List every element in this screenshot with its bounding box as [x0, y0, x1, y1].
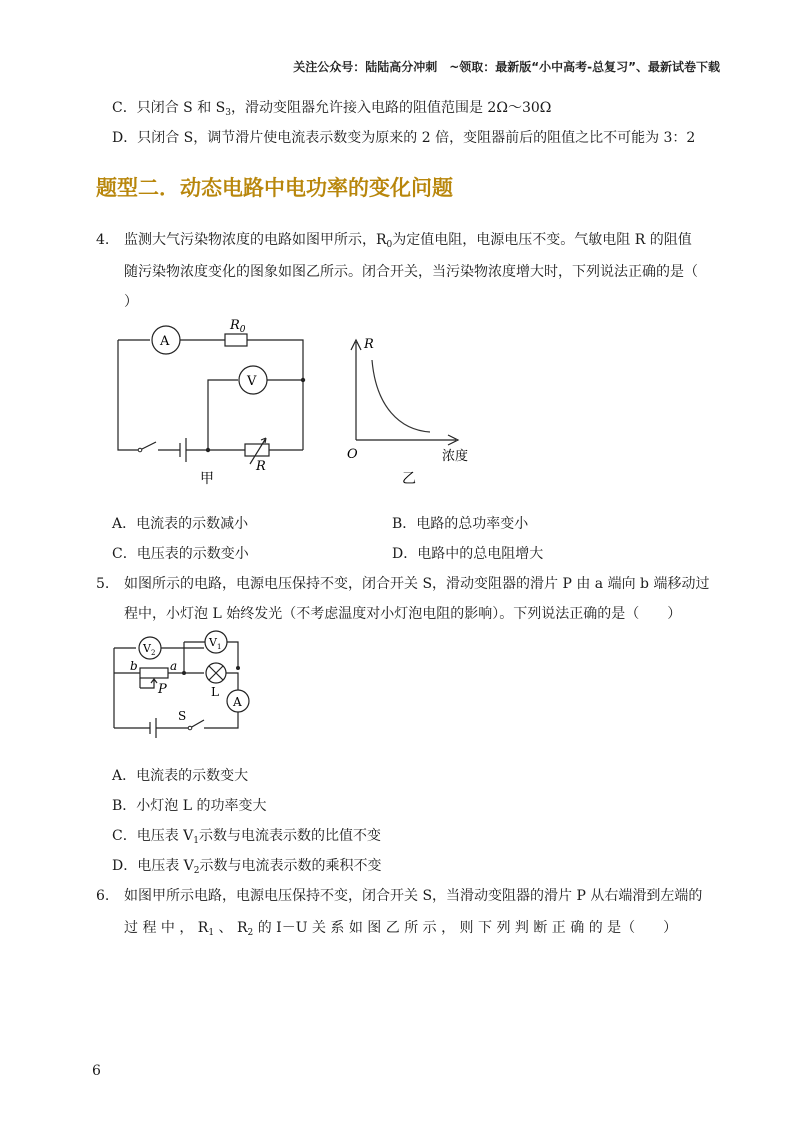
q4-figures: [100, 312, 490, 492]
q5-line-2: 程中，小灯泡 L 始终发光（不考虑温度对小灯泡电阻的影响）。下列说法正确的是（ ）: [124, 606, 682, 622]
q4-option-b: B．电路的总功率变小: [392, 516, 529, 532]
q5-option-d-sub: 2: [193, 866, 200, 876]
q5-battery: [150, 718, 156, 738]
q5-p-label: P: [158, 682, 167, 697]
q5-b-label: b: [130, 659, 138, 673]
q4-junction-1: [206, 448, 210, 452]
q5-option-d: [112, 856, 382, 876]
q4-number: 4.: [96, 232, 110, 248]
q6-line-1: 如图甲所示电路，电源电压保持不变，闭合开关 S，当滑动变阻器的滑片 P 从右端滑到左端的: [124, 888, 703, 904]
q4-ammeter-label: A: [160, 334, 170, 349]
q5-option-c-b: 示数与电流表示数的比值不变: [199, 828, 382, 844]
q6-line-2-b: 、 R: [214, 920, 248, 936]
q5-lamp-cross: [209, 666, 223, 680]
q5-junction-1: [182, 671, 186, 675]
q6-number: 6.: [96, 888, 110, 904]
q6-line-2-sub2: 2: [247, 928, 254, 938]
q4-r0-label: [229, 318, 246, 335]
q5-option-b: B．小灯泡 L 的功率变大: [112, 798, 267, 814]
q6-line-2-a: 过 程 中 ， R: [124, 920, 209, 936]
q5-v1-label-sub: 1: [216, 643, 222, 651]
q5-option-c-sub: 1: [193, 836, 200, 846]
section-title: 题型二．动态电路中电功率的变化问题: [96, 176, 453, 200]
q4-graph-curve: [372, 360, 430, 432]
q4-r-resistor: [245, 444, 269, 456]
q5-switch-label: S: [178, 709, 187, 723]
q6-line-2-sub1: 1: [208, 928, 215, 938]
q4-r0-label-sub: 0: [239, 325, 246, 335]
q5-slider-p: [140, 679, 157, 688]
q5-rheostat: [140, 668, 168, 678]
q4-wire-left: [118, 340, 140, 450]
option-c-prev: [112, 98, 551, 118]
q5-v2-label-main: V: [143, 642, 151, 655]
q5-switch: [190, 720, 204, 728]
page-number: 6: [92, 1063, 101, 1079]
q4-line-1-sub: 0: [386, 240, 393, 250]
option-c-prev-text-2: ，滑动变阻器允许接入电路的阻值范围是 2Ω～30Ω: [230, 100, 552, 116]
q4-line-1-a: 监测大气污染物浓度的电路如图甲所示，R: [124, 232, 387, 248]
q4-r0-label-main: R: [230, 318, 240, 333]
q4-wire-volt-left: [208, 380, 238, 450]
q5-junction-2: [236, 666, 240, 670]
q4-r0-resistor: [225, 334, 247, 346]
option-c-prev-text: C．只闭合 S 和 S: [112, 100, 226, 116]
q4-graph-origin: O: [347, 447, 358, 462]
q4-wire-top-right: [247, 340, 303, 450]
q4-r-label: R: [256, 459, 266, 474]
q4-caption-jia: 甲: [200, 471, 214, 487]
q4-caption-yi: 乙: [402, 471, 416, 487]
q4-switch-contact: [138, 448, 142, 452]
q5-wire-right-bottom: [204, 712, 238, 728]
page-header: 关注公众号：陆陆高分冲刺 ~领取：最新版“小中高考-总复习”、最新试卷下载: [293, 60, 720, 74]
option-d-prev: D．只闭合 S，调节滑片使电流表示数变为原来的 2 倍，变阻器前后的阻值之比不可能为 3：2: [112, 130, 696, 146]
q4-option-a: A．电流表的示数减小: [112, 516, 249, 532]
q5-v2-label-sub: 2: [150, 649, 156, 657]
q4-switch: [140, 442, 156, 450]
q5-switch-contact: [188, 726, 192, 730]
q5-a-label: a: [170, 659, 178, 673]
q5-option-c-a: C．电压表 V: [112, 828, 194, 844]
q5-wire-lamp-right: [226, 673, 238, 690]
q4-line-1: [124, 230, 692, 250]
q5-v1-label: [208, 636, 221, 651]
q5-number: 5.: [96, 576, 110, 592]
q5-lamp-label: L: [211, 685, 219, 699]
q4-line-2: 随污染物浓度变化的图象如图乙所示。闭合开关，当污染物浓度增大时，下列说法正确的是（: [124, 264, 698, 280]
q6-line-2: [124, 918, 677, 938]
q4-option-d: D．电路中的总电阻增大: [392, 546, 544, 562]
q5-option-a: A．电流表的示数变大: [112, 768, 249, 784]
q5-v1-label-main: V: [209, 636, 217, 649]
q4-battery: [180, 438, 186, 462]
q4-junction-2: [301, 378, 305, 382]
q5-option-d-a: D．电压表 V: [112, 858, 194, 874]
q5-line-1: 如图所示的电路，电源电压保持不变，闭合开关 S，滑动变阻器的滑片 P 由 a 端向 b 端移动过: [124, 576, 710, 592]
q5-option-d-b: 示数与电流表示数的乘积不变: [199, 858, 382, 874]
q5-option-c: [112, 826, 381, 846]
q5-v2-label: [142, 642, 155, 657]
q4-graph-x-label: 浓度: [442, 449, 469, 464]
q4-graph-y-label: R: [364, 337, 374, 352]
q4-voltmeter-label: V: [247, 374, 257, 389]
q5-figure: [104, 628, 274, 748]
option-c-prev-sub: 3: [225, 108, 231, 118]
q5-ammeter-label: A: [233, 695, 242, 709]
q4-line-3: ）: [124, 294, 138, 310]
q4-option-c: C．电压表的示数变小: [112, 546, 249, 562]
q6-line-2-c: 的 I－U 关 系 如 图 乙 所 示 ， 则 下 列 判 断 正 确 的 是（ ）: [253, 920, 678, 936]
q4-line-1-b: 为定值电阻，电源电压不变。气敏电阻 R 的阻值: [392, 232, 692, 248]
